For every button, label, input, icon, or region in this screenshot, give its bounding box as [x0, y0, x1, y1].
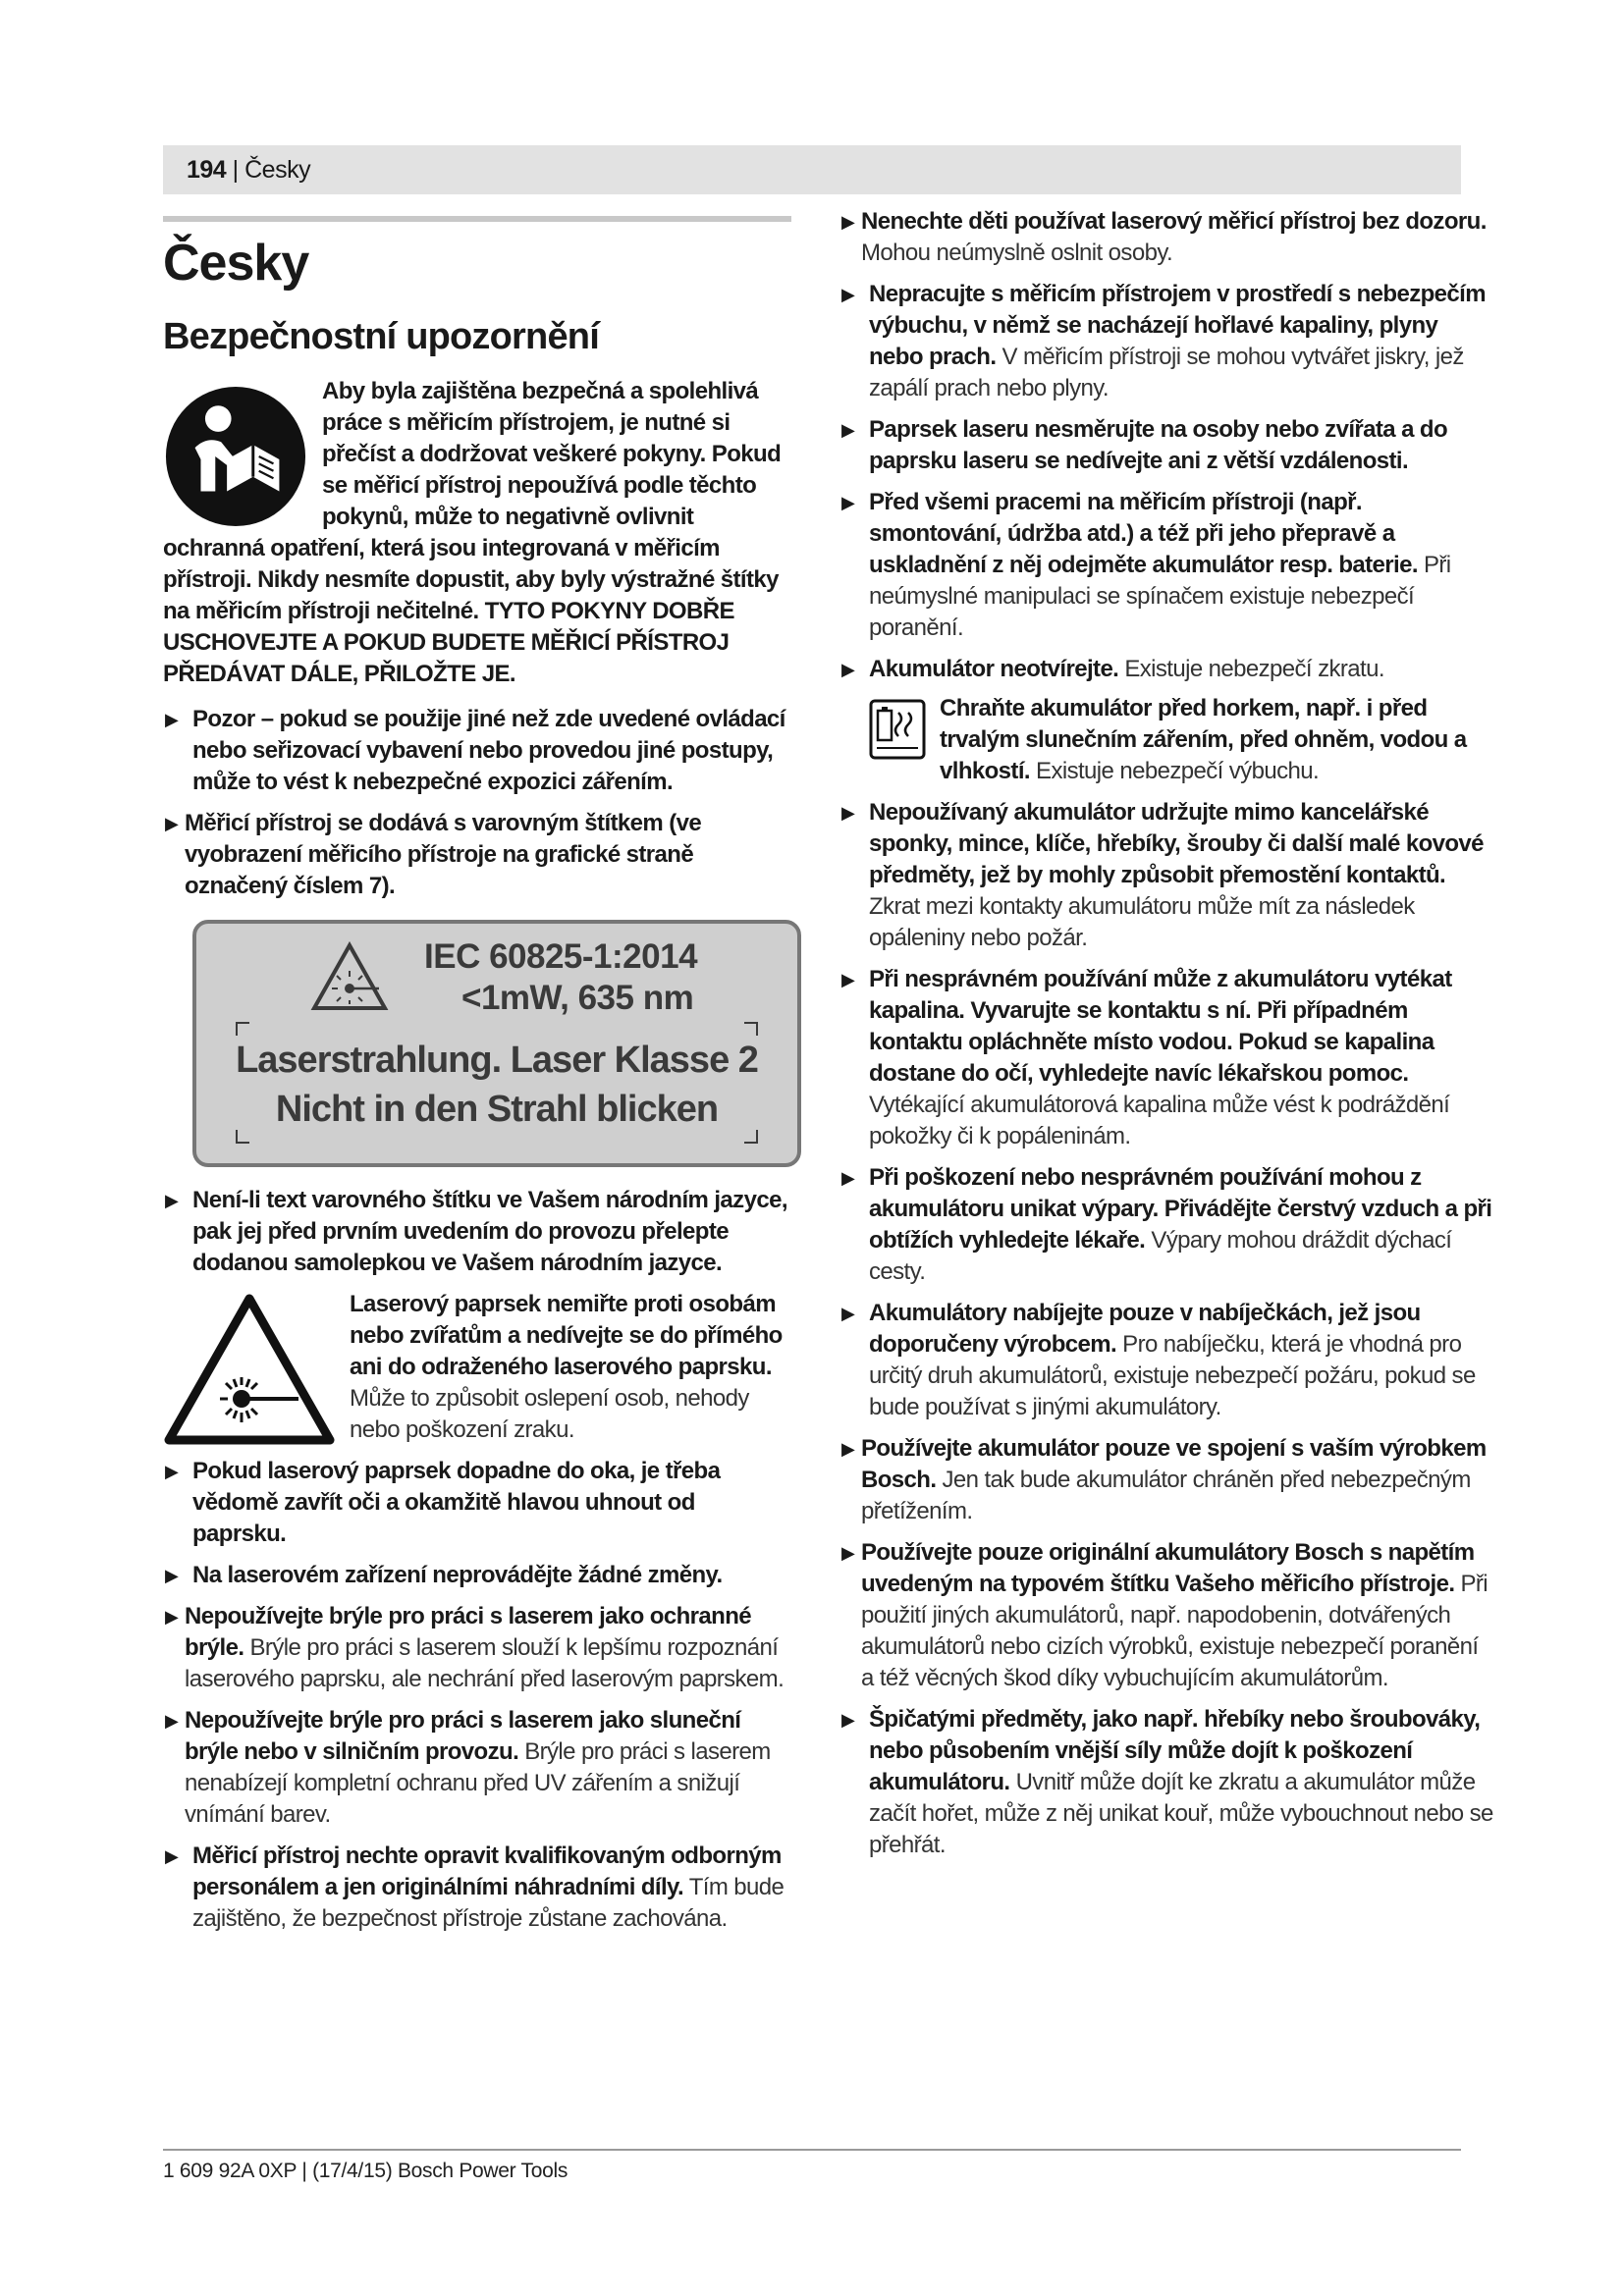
label-power: <1mW, 635 nm: [461, 978, 694, 1017]
list-item: [163, 808, 791, 902]
bullet-arrow-icon: ▶: [165, 1845, 179, 1866]
bullet-arrow-icon: ▶: [841, 660, 855, 679]
item-light: Při použití jiných akumulátorů, např. napodobenin, dotvářených akumulátorů nebo cizích výrobků, existuje nebezpečí poranění a též věcných škod díky vybuchujícím akumulátorům.: [861, 1571, 1489, 1691]
item-bold: Pokud laserový paprsek dopadne do oka, je třeba vědomě zavřít oči a okamžitě hlavou uhnout od paprsku.: [192, 1457, 721, 1547]
bullet-arrow-icon: ▶: [841, 970, 855, 989]
item-bold: Nepoužívejte brýle pro práci s laserem jako sluneční brýle nebo v silničním provozu.: [185, 1706, 741, 1765]
bullet-arrow-icon: ▶: [841, 1710, 855, 1730]
list-item: [839, 414, 1493, 477]
bullet-arrow-icon: ▶: [841, 212, 855, 232]
bullet-arrow-icon: ▶: [841, 1543, 855, 1563]
list-item: [163, 1705, 791, 1831]
corner-mark: [236, 1130, 249, 1144]
intro-bold: Aby byla zajištěna bezpečná a spolehlivá práce s měřicím přístrojem, je nutné si přečíst a dodržovat veškeré pokyny. Pokud se měřicí přístroj nepoužívá podle těchto pokynů, může to negativně ovlivnit ochranná opatření, která jsou integrovaná v měřicím přístroji. Nikdy nesmíte dopustit, aby byly výstražné štítky na měřicím přístroji nečitelné. TYTO POKYNY DOBŘE USCHOVEJTE A POKUD BUDETE MĚŘICÍ PŘÍSTROJ PŘEDÁVAT DÁLE, PŘILOŽTE JE.: [163, 377, 782, 687]
item-bold: Před všemi pracemi na měřicím přístroji (např. smontování, údržba atd.) a též při jeho přepravě a uskladnění z něj odejměte akumulátor resp. baterie.: [869, 489, 1418, 578]
list-item: [163, 1841, 791, 1935]
right-column: [839, 206, 1493, 1861]
corner-mark: [744, 1130, 758, 1144]
list-item: [839, 487, 1493, 644]
item-bold: Při poškození nebo nesprávném používání mohou z akumulátoru unikat výpary. Přivádějte čerstvý vzduch a při obtížích vyhledejte lékaře.: [869, 1164, 1492, 1254]
corner-mark: [744, 1022, 758, 1036]
laser-warning-label: [192, 920, 801, 1167]
title-rule: [163, 216, 791, 222]
item-bold: Nepoužívejte brýle pro práci s laserem jako ochranné brýle.: [185, 1602, 752, 1661]
item-light: Při neúmyslné manipulaci se spínačem existuje nebezpečí poranění.: [869, 552, 1451, 641]
item-light: Jen tak bude akumulátor chráněn před nebezpečným přetížením.: [861, 1467, 1471, 1524]
item-bold: Na laserovém zařízení neprovádějte žádné změny.: [192, 1561, 723, 1588]
item-light: Brýle pro práci s laserem nenabízejí kompletní ochranu před UV zářením a snižují vnímání barev.: [185, 1737, 771, 1828]
list-item: [839, 1162, 1493, 1288]
page-header: [163, 145, 1461, 194]
list-item: [163, 1456, 791, 1550]
bullet-arrow-icon: ▶: [841, 285, 855, 304]
laser-radiation-icon: [163, 1293, 336, 1446]
heat-light: Existuje nebezpečí výbuchu.: [1036, 758, 1320, 784]
laser-light: Může to způsobit oslepení osob, nehody nebo poškození zraku.: [350, 1384, 749, 1443]
page-number: 194: [187, 156, 227, 184]
page-title: Česky: [163, 235, 309, 292]
item-bold: Nepracujte s měřicím přístrojem v prostředí s nebezpečím výbuchu, v němž se nacházejí hořlavé kapaliny, plyny nebo prach.: [869, 281, 1486, 370]
item-bold: Paprsek laseru nesměrujte na osoby nebo zvířata a do paprsku laseru se nedívejte ani z větší vzdálenosti.: [869, 416, 1448, 474]
left-column: [163, 216, 791, 1935]
header-separator: |: [226, 156, 245, 184]
list-item: [839, 206, 1493, 269]
bullet-arrow-icon: ▶: [841, 420, 855, 440]
item-bold: Akumulátory nabíjejte pouze v nabíječkách, jež jsou doporučeny výrobcem.: [869, 1300, 1421, 1358]
battery-heat-icon: [869, 699, 926, 760]
list-item: [839, 1704, 1493, 1861]
heat-bold: Chraňte akumulátor před horkem, např. i před trvalým slunečním zářením, před ohněm, vodou a vlhkostí.: [940, 695, 1467, 784]
item-bold: Měřicí přístroj se dodává s varovným štítkem (ve vyobrazení měřicího přístroje na grafické straně označený číslem 7).: [185, 809, 702, 899]
bullet-arrow-icon: ▶: [841, 1439, 855, 1459]
list-item: [163, 1601, 791, 1695]
list-item: [163, 1185, 791, 1279]
list-item: [839, 1433, 1493, 1527]
bullet-arrow-icon: ▶: [165, 1606, 179, 1627]
item-light: V měřicím přístroji se mohou vytvářet jiskry, jež zapálí prach nebo plyny.: [869, 344, 1464, 401]
item-light: Uvnitř může dojít ke zkratu a akumulátor může začít hořet, může z něj unikat kouř, může vybouchnout nebo se přehřát.: [869, 1769, 1493, 1858]
bullet-arrow-icon: ▶: [165, 813, 179, 833]
bullet-arrow-icon: ▶: [841, 1168, 855, 1188]
laser-warning-block: [163, 1289, 791, 1446]
list-item: [163, 1560, 791, 1591]
item-bold: Při nesprávném používání může z akumulátoru vytékat kapalina. Vyvarujte se kontaktu s ní. Při případném kontaktu opláchněte místo vodou. Pokud se kapalina dostane do očí, vyhledejte navíc lékařskou pomoc.: [869, 966, 1452, 1087]
read-manual-icon: [163, 384, 308, 529]
header-language: Česky: [244, 156, 311, 184]
bullet-arrow-icon: ▶: [165, 1190, 179, 1210]
bullet-arrow-icon: ▶: [165, 709, 179, 729]
item-light: Tím bude zajištěno, že bezpečnost přístroje zůstane zachována.: [192, 1873, 785, 1932]
item-bold: Není-li text varovného štítku ve Vašem národním jazyce, pak jej před prvním uvedením do provozu přelepte dodanou samolepkou ve Vašem národním jazyce.: [192, 1186, 787, 1276]
bullet-arrow-icon: ▶: [165, 1461, 179, 1481]
laser-warning-triangle-icon: [310, 941, 389, 1012]
bullet-arrow-icon: ▶: [841, 803, 855, 823]
item-bold: Měřicí přístroj nechte opravit kvalifikovaným odborným personálem a jen originálními náhradními díly.: [192, 1842, 782, 1900]
item-light: Existuje nebezpečí zkratu.: [1124, 656, 1384, 682]
item-bold: Nepoužívaný akumulátor udržujte mimo kancelářské sponky, mince, klíče, hřebíky, šrouby či další malé kovové předměty, jež by mohly způsobit přemostění kontaktů.: [869, 799, 1484, 888]
item-light: Výpary mohou dráždit dýchací cesty.: [869, 1227, 1452, 1285]
item-bold: Používejte akumulátor pouze ve spojení s vaším výrobkem Bosch.: [861, 1435, 1487, 1493]
item-light: Mohou neúmyslně oslnit osoby.: [861, 240, 1173, 266]
list-item: [839, 279, 1493, 404]
bullet-arrow-icon: ▶: [841, 1304, 855, 1323]
item-bold: Nenechte děti používat laserový měřicí přístroj bez dozoru.: [861, 208, 1487, 235]
item-bold: Špičatými předměty, jako např. hřebíky nebo šroubováky, nebo působením vnější síly může dojít k poškození akumulátoru.: [869, 1706, 1481, 1795]
item-bold: Pozor – pokud se použije jiné než zde uvedené ovládací nebo seřizovací vybavení nebo provedou jiné postupy, může to vést k nebezpečné expozici zářením.: [192, 705, 785, 795]
item-bold: Používejte pouze originální akumulátory Bosch s napětím uvedeným na typovém štítku Vašeho měřicího přístroje.: [861, 1539, 1475, 1597]
list-item: [839, 797, 1493, 954]
laser-bold: Laserový paprsek nemiřte proti osobám nebo zvířatům a nedívejte se do přímého ani do odraženého laserového paprsku.: [350, 1290, 783, 1380]
label-line2: Nicht in den Strahl blicken: [275, 1088, 719, 1130]
item-light: Brýle pro práci s laserem slouží k lepšímu rozpoznání laserového paprsku, ale nechrání před laserovým paprskem.: [185, 1633, 785, 1692]
list-item: [839, 964, 1493, 1152]
label-line1: Laserstrahlung. Laser Klasse 2: [236, 1039, 758, 1081]
heat-warning-text: [869, 693, 1493, 787]
section-title: Bezpečnostní upozornění: [163, 316, 599, 358]
list-item: [839, 1537, 1493, 1694]
item-light: Zkrat mezi kontakty akumulátoru může mít za následek opáleniny nebo požár.: [869, 893, 1415, 951]
bullet-arrow-icon: ▶: [165, 1710, 179, 1731]
corner-mark: [236, 1022, 249, 1036]
label-standard: IEC 60825-1:2014: [424, 936, 698, 976]
list-item: [839, 654, 1493, 685]
item-bold: Akumulátor neotvírejte.: [869, 656, 1119, 682]
page-footer: 1 609 92A 0XP | (17/4/15) Bosch Power Tools: [163, 2160, 568, 2182]
bullet-arrow-icon: ▶: [841, 493, 855, 512]
header-text: [187, 156, 310, 185]
bullet-arrow-icon: ▶: [165, 1565, 179, 1585]
list-item: [163, 704, 791, 798]
intro-block: [163, 376, 791, 690]
heat-warning-block: [839, 693, 1493, 787]
footer-rule: [163, 2149, 1461, 2151]
item-light: Vytékající akumulátorová kapalina může vést k podráždění pokožky či k popáleninám.: [869, 1092, 1450, 1149]
list-item: [839, 1298, 1493, 1423]
item-light: Pro nabíječku, která je vhodná pro určitý druh akumulátorů, existuje nebezpečí požáru, pokud se bude používat s jinými akumulátory.: [869, 1331, 1476, 1420]
